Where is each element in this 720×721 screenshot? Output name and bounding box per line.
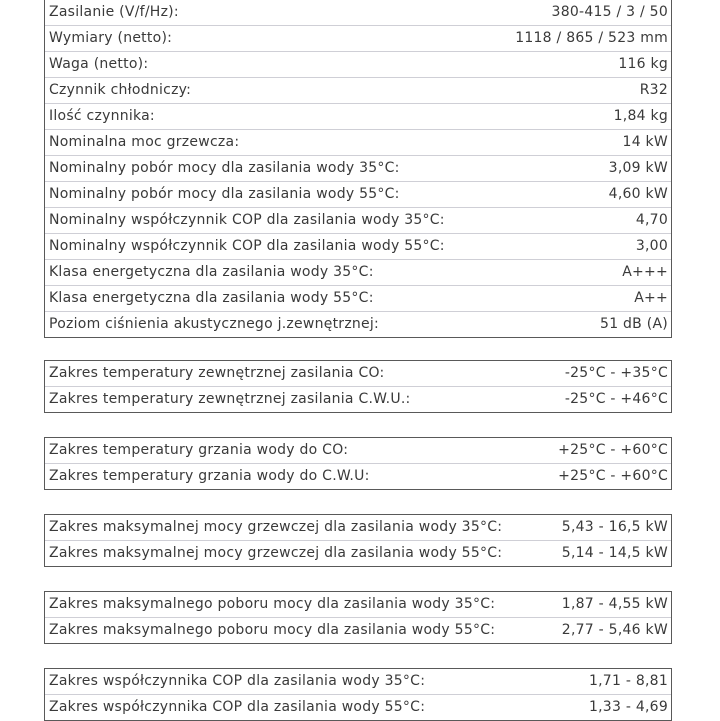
spec-row	[45, 464, 671, 489]
spec-value: A++	[634, 290, 668, 306]
spec-label: Zakres temperatury zewnętrznej zasilania C.W.U.:	[49, 391, 411, 407]
spec-row	[45, 592, 671, 618]
spec-row	[45, 515, 671, 541]
spec-value: 1,87 - 4,55 kW	[561, 596, 668, 612]
spec-label: Wymiary (netto):	[49, 30, 173, 46]
spec-table-water-temp-range	[44, 437, 672, 490]
spec-table-outdoor-temp-range	[44, 360, 672, 413]
spec-label: Zasilanie (V/f/Hz):	[49, 4, 179, 20]
spec-value: R32	[639, 82, 668, 98]
spec-value: A+++	[622, 264, 668, 280]
spec-row	[45, 156, 671, 182]
spec-row	[45, 78, 671, 104]
spec-row	[45, 286, 671, 312]
spec-row	[45, 669, 671, 695]
spec-value: 380-415 / 3 / 50	[551, 4, 668, 20]
spec-label: Zakres maksymalnego poboru mocy dla zasilania wody 35°C:	[49, 596, 496, 612]
spec-value: 14 kW	[622, 134, 668, 150]
spec-value: -25°C - +46°C	[564, 391, 668, 407]
spec-label: Zakres temperatury grzania wody do C.W.U:	[49, 468, 370, 484]
spec-row	[45, 387, 671, 412]
spec-row	[45, 695, 671, 720]
spec-row	[45, 361, 671, 387]
spec-row	[45, 130, 671, 156]
spec-value: 51 dB (A)	[600, 316, 668, 332]
spec-value: 1,71 - 8,81	[588, 673, 668, 689]
spec-row	[45, 234, 671, 260]
spec-label: Nominalny współczynnik COP dla zasilania wody 35°C:	[49, 212, 445, 228]
spec-value: +25°C - +60°C	[558, 442, 668, 458]
spec-row	[45, 541, 671, 566]
spec-table-heating-power-range	[44, 514, 672, 567]
spec-label: Czynnik chłodniczy:	[49, 82, 192, 98]
spec-row	[45, 438, 671, 464]
spec-row	[45, 0, 671, 26]
spec-label: Klasa energetyczna dla zasilania wody 35°C:	[49, 264, 374, 280]
spec-value: -25°C - +35°C	[564, 365, 668, 381]
spec-row	[45, 52, 671, 78]
spec-label: Waga (netto):	[49, 56, 149, 72]
spec-row	[45, 312, 671, 337]
spec-value: 1118 / 865 / 523 mm	[515, 30, 668, 46]
spec-label: Zakres maksymalnego poboru mocy dla zasilania wody 55°C:	[49, 622, 496, 638]
spec-table-cop-range	[44, 668, 672, 721]
spec-table-general	[44, 0, 672, 338]
spec-label: Nominalny pobór mocy dla zasilania wody 55°C:	[49, 186, 400, 202]
spec-value: 1,33 - 4,69	[588, 699, 668, 715]
spec-row	[45, 104, 671, 130]
spec-label: Ilość czynnika:	[49, 108, 155, 124]
spec-row	[45, 182, 671, 208]
spec-row	[45, 208, 671, 234]
spec-row	[45, 260, 671, 286]
spec-label: Zakres współczynnika COP dla zasilania wody 55°C:	[49, 699, 426, 715]
spec-table-power-draw-range	[44, 591, 672, 644]
spec-label: Zakres temperatury zewnętrznej zasilania CO:	[49, 365, 385, 381]
spec-value: 4,70	[635, 212, 668, 228]
spec-value: 116 kg	[618, 56, 668, 72]
spec-value: 4,60 kW	[608, 186, 668, 202]
spec-value: 2,77 - 5,46 kW	[561, 622, 668, 638]
spec-row	[45, 26, 671, 52]
spec-value: 5,43 - 16,5 kW	[561, 519, 668, 535]
spec-value: 5,14 - 14,5 kW	[561, 545, 668, 561]
spec-value: 3,00	[635, 238, 668, 254]
spec-label: Zakres temperatury grzania wody do CO:	[49, 442, 349, 458]
spec-value: 3,09 kW	[608, 160, 668, 176]
spec-value: 1,84 kg	[613, 108, 668, 124]
spec-label: Poziom ciśnienia akustycznego j.zewnętrznej:	[49, 316, 380, 332]
spec-label: Zakres maksymalnej mocy grzewczej dla zasilania wody 35°C:	[49, 519, 503, 535]
spec-label: Zakres współczynnika COP dla zasilania wody 35°C:	[49, 673, 426, 689]
spec-label: Klasa energetyczna dla zasilania wody 55°C:	[49, 290, 374, 306]
spec-label: Zakres maksymalnej mocy grzewczej dla zasilania wody 55°C:	[49, 545, 503, 561]
spec-row	[45, 618, 671, 643]
spec-label: Nominalny pobór mocy dla zasilania wody 35°C:	[49, 160, 400, 176]
spec-label: Nominalny współczynnik COP dla zasilania wody 55°C:	[49, 238, 445, 254]
spec-label: Nominalna moc grzewcza:	[49, 134, 240, 150]
spec-value: +25°C - +60°C	[558, 468, 668, 484]
